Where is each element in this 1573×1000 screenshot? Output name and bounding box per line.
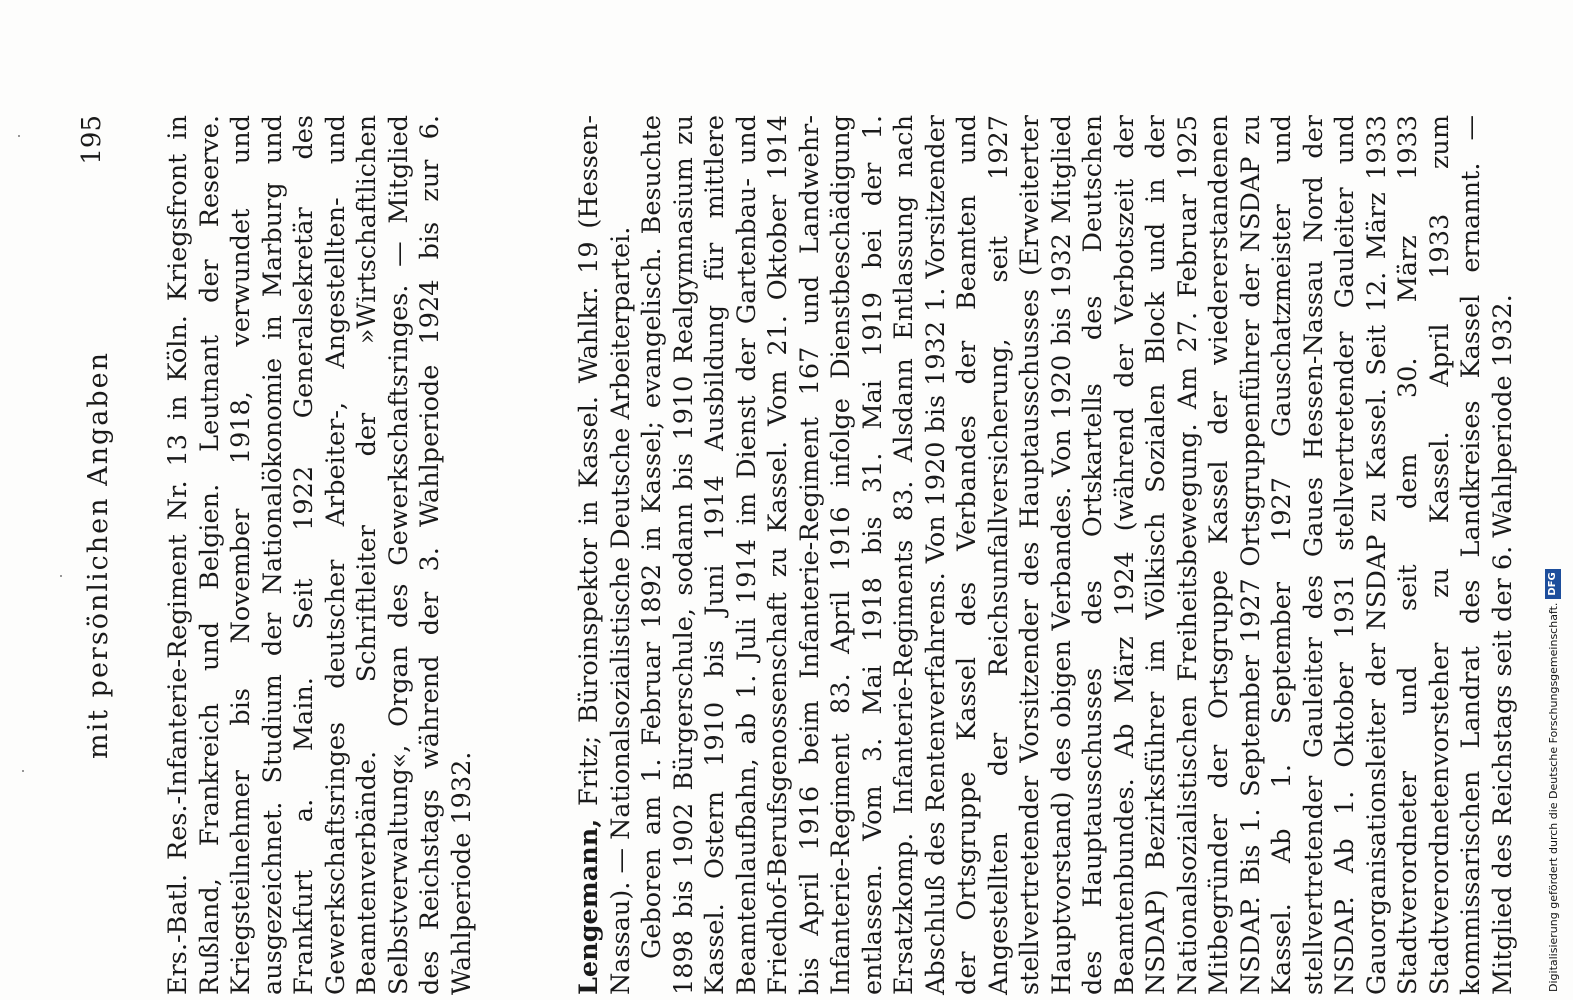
digitization-credit [1545,569,1561,992]
credit-text: Digitalisierung gefördert durch die Deutsche Forschungsgemeinschaft. [1546,602,1560,992]
entry-paragraph: Geboren am 1. Februar 1892 in Kassel; evangelisch. Besuchte 1898 bis 1902 Bürgerschule, sodann bis 1910 Realgymnasium zu Kassel. Ostern 1910 bis Juni 1914 Ausbildung für mittlere Beamtenlaufbahn, ab 1. Juli 1914 im Dienst der Gartenbau- und Friedhof-Berufsgenossenschaft zu Kassel. Vom 21. Oktober 1914 bis April 1916 beim Infanterie-Regiment 167 und Landwehr-Infanterie-Regiment 83. April 1916 infolge Dienstbeschädigung entlassen. Vom 3. Mai 1918 bis 31. Mai 1919 bei der 1. Ersatzkomp. Infanterie-Regiments 83. Alsdann Entlassung nach Abschluß des Rentenverfahrens. Von 1920 bis 1932 1. Vorsitzender der Ortsgruppe Kassel des Verbandes der Beamten und Angestellten der Reichsunfallversicherung, seit 1927 stellvertretender Vorsitzender des Hauptausschusses (Erweiterter Hauptvorstand) des obigen Verbandes. Von 1920 bis 1932 Mitglied des Hauptausschusses des Ortskartells des Deutschen Beamtenbundes. Ab März 1924 (während der Verbotszeit der NSDAP) Bezirksführer im Völkisch Sozialen Block und in der Nationalsozialistischen Freiheitsbewegung. Am 27. Februar 1925 Mitbegründer der Ortsgruppe Kassel der wiedererstandenen NSDAP. Bis 1. September 1927 Ortsgruppenführer der NSDAP zu Kassel. Ab 1. September 1927 Gauschatzmeister und stellvertretender Gauleiter des Gaues Hessen-Nassau Nord der NSDAP. Ab 1. Oktober 1931 stellvertretender Gauleiter und Gauorganisationsleiter der NSDAP zu Kassel. Seit 12. März 1933 Stadtverordneter und seit dem 30. März 1933 Stadtverordnetenvorsteher zu Kassel. April 1933 zum kommissarischen Landrat des Landkreises Kassel ernannt. — Mitglied des Reichstags seit der 6. Wahlperiode 1932. [637,115,1518,995]
page-header [75,115,135,995]
dfg-logo: DFG [1545,569,1561,598]
scan-speck [22,770,24,772]
entry-header [574,115,637,995]
scan-speck [60,575,62,577]
entry-name: Lengemann, [574,818,604,995]
book-page [75,115,1518,995]
text-block [163,115,1519,995]
running-title: mit persönlichen Angaben [83,351,114,759]
scan-speck [18,135,20,137]
entry-header-details: Fritz; Büroinspektor in Kassel. Wahlkr. 19 (Hessen-Nassau). — Nationalsozialistische Deutsche Arbeiterpartei. [574,115,636,995]
page-number: 195 [77,115,107,165]
continued-entry-paragraph: Ers.-Batl. Res.-Infanterie-Regiment Nr. 13 in Köln. Kriegsfront in Rußland, Frankreich und Belgien. Leutnant der Reserve. Kriegsteilnehmer bis November 1918, verwundet und ausgezeichnet. Studium der Nationalökonomie in Marburg und Frankfurt a. Main. Seit 1922 Generalsekretär des Gewerkschaftsringes deutscher Arbeiter-, Angestellten- und Beamtenverbände. Schriftleiter der »Wirtschaftlichen Selbstverwaltung«, Organ des Gewerkschaftsringes. — Mitglied des Reichstags während der 3. Wahlperiode 1924 bis zur 6. Wahlperiode 1932. [163,115,477,995]
